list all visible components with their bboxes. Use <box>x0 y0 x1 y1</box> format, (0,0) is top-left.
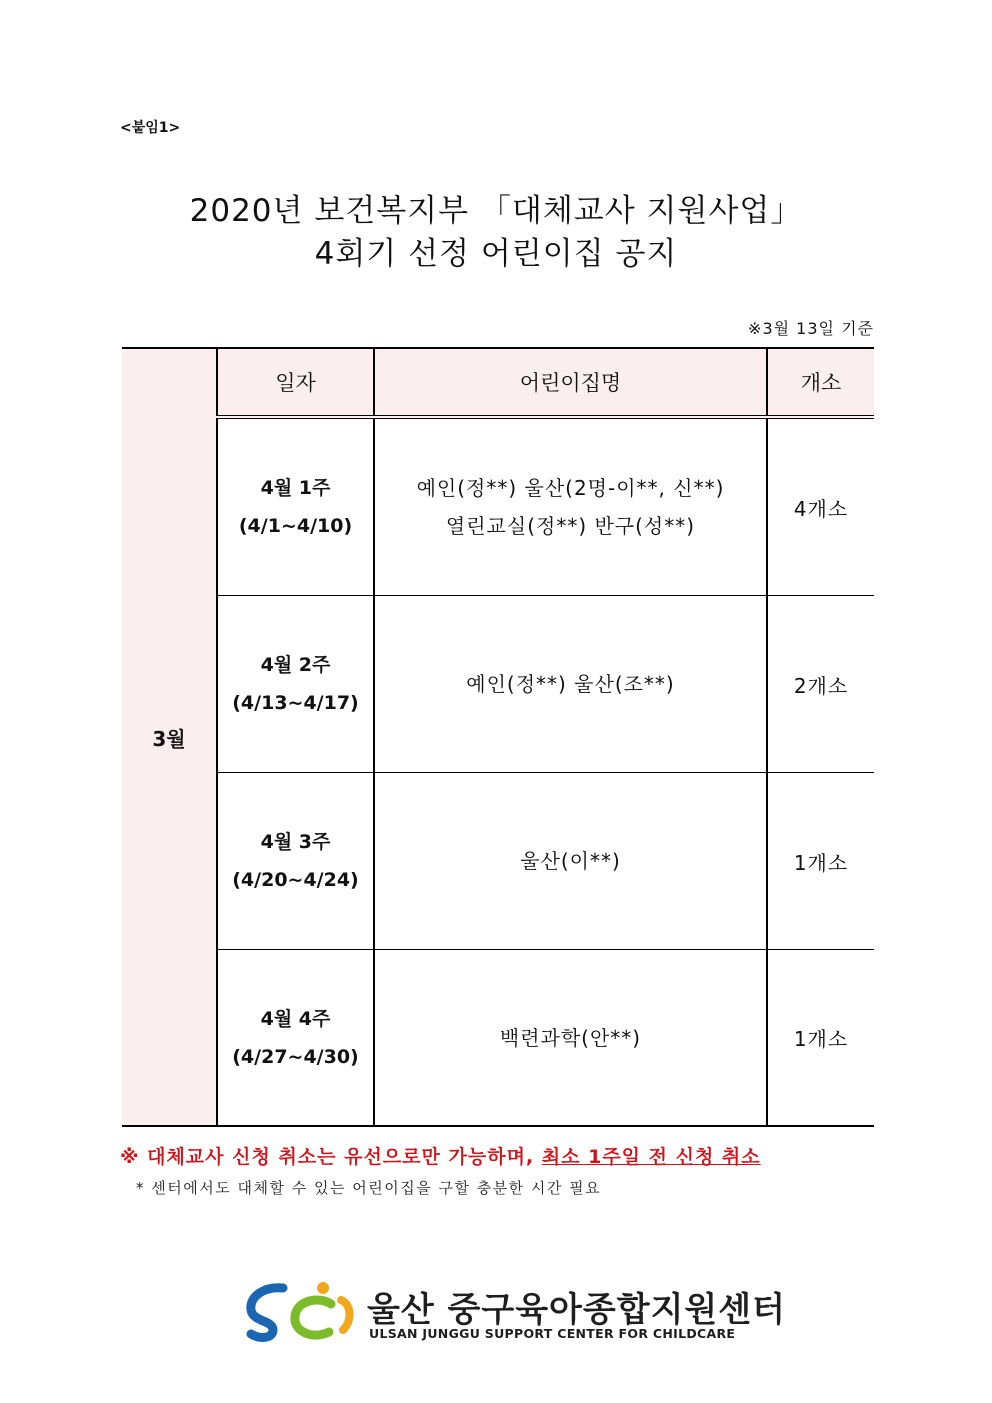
page-title-line2: 4회기 선정 어린이집 공지 <box>314 236 678 272</box>
emblem-yellow-dot <box>317 1282 329 1294</box>
date-range: (4/1~4/10) <box>238 515 353 537</box>
table-row <box>122 596 874 773</box>
page-title-line1: 2020년 보건복지부 「대체교사 지원사업」 <box>189 193 803 229</box>
center-emblem-icon <box>243 1280 363 1344</box>
date-range: (4/13~4/17) <box>232 692 359 714</box>
date-cell <box>217 417 374 596</box>
date-range: (4/20~4/24) <box>232 869 359 891</box>
table-row <box>122 773 874 950</box>
header-daycare-name: 어린이집명 <box>374 348 767 417</box>
daycare-names-cell <box>374 950 767 1127</box>
daycare-names-line1: 예인(정**) 울산(조**) <box>466 672 675 696</box>
daycare-names-line2: 열린교실(정**) 반구(성**) <box>445 514 696 538</box>
daycare-names-line1: 백련과학(안**) <box>499 1025 642 1050</box>
cancellation-notice-text: ※ 대체교사 신청 취소는 유선으로만 가능하며, <box>120 1146 542 1168</box>
org-name-english: ULSAN JUNGGU SUPPORT CENTER FOR CHILDCARE <box>369 1326 736 1341</box>
table-row <box>122 950 874 1127</box>
count-cell: 1개소 <box>767 950 874 1127</box>
emblem-blue-swirl <box>251 1288 283 1338</box>
attachment-label: <붙임1> <box>120 120 181 136</box>
table-row <box>122 417 874 596</box>
week-label: 4월 2주 <box>260 654 331 676</box>
basis-date-note: ※3월 13일 기준 <box>748 319 874 338</box>
daycare-names-line1: 울산(이**) <box>520 849 621 873</box>
week-label: 4월 4주 <box>260 1007 331 1030</box>
month-cell: 3월 <box>122 348 217 1126</box>
center-logo <box>243 1280 786 1344</box>
header-count: 개소 <box>767 348 874 417</box>
date-cell <box>217 773 374 950</box>
count-cell: 1개소 <box>767 773 874 950</box>
daycare-names-cell <box>374 773 767 950</box>
sub-notice: * 센터에서도 대체할 수 있는 어린이집을 구할 충분한 시간 필요 <box>136 1179 602 1197</box>
daycare-names-cell <box>374 417 767 596</box>
week-label: 4월 1주 <box>260 477 331 499</box>
selection-table <box>122 347 874 1127</box>
emblem-yellow-leaf <box>341 1300 350 1330</box>
header-date: 일자 <box>217 348 374 417</box>
cancellation-notice <box>120 1142 761 1169</box>
count-cell: 4개소 <box>767 417 874 596</box>
daycare-names-cell <box>374 596 767 773</box>
date-range: (4/27~4/30) <box>232 1045 359 1068</box>
count-cell: 2개소 <box>767 596 874 773</box>
org-name-korean: 울산 중구육아종합지원센터 <box>367 1290 786 1330</box>
date-cell <box>217 950 374 1127</box>
date-cell <box>217 596 374 773</box>
cancellation-deadline: 최소 1주일 전 신청 취소 <box>541 1146 761 1168</box>
daycare-names-line1: 예인(정**) 울산(2명-이**, 신**) <box>416 476 725 500</box>
emblem-green-swirl <box>295 1300 331 1335</box>
week-label: 4월 3주 <box>260 831 331 853</box>
table-header-row <box>122 348 874 417</box>
